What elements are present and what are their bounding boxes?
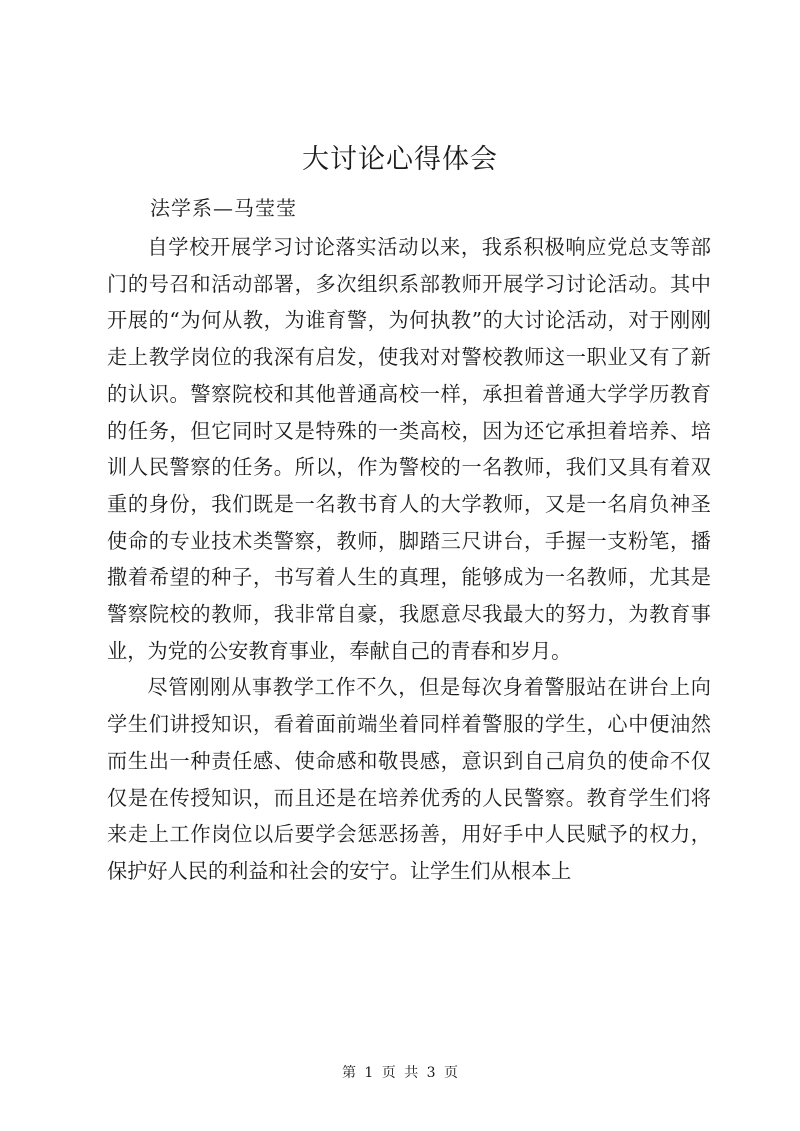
document-body — [107, 229, 711, 890]
page-number-footer: 第 1 页 共 3 页 — [341, 1065, 459, 1081]
paragraph: 自学校开展学习讨论落实活动以来，我系积极响应党总支等部门的号召和活动部署，多次组织系部教师开展学习讨论活动。其中开展的“为何从教，为谁育警，为何执教”的大讨论活动，对于刚刚走上教学岗位的我深有启发，使我对对警校教师这一职业又有了新的认识。警察院校和其他普通高校一样，承担着普通大学学历教育的任务，但它同时又是特殊的一类高校，因为还它承担着培养、培训人民警察的任务。所以，作为警校的一名教师，我们又具有着双重的身份，我们既是一名教书育人的大学教师，又是一名肩负神圣使命的专业技术类警察，教师，脚踏三尺讲台，手握一支粉笔，播撒着希望的种子，书写着人生的真理，能够成为一名教师，尤其是警察院校的教师，我非常自豪，我愿意尽我最大的努力，为教育事业，为党的公安教育事业，奉献自己的青春和岁月。 — [107, 235, 711, 663]
document-title: 大讨论心得体会 — [302, 144, 498, 175]
paragraph: 尽管刚刚从事教学工作不久，但是每次身着警服站在讲台上向学生们讲授知识，看着面前端坐着同样着警服的学生，心中便油然而生出一种责任感、使命感和敬畏感，意识到自己肩负的使命不仅仅是在传授知识，而且还是在培养优秀的人民警察。教育学生们将来走上工作岗位以后要学会惩恶扬善，用好手中人民赋予的权力，保护好人民的利益和社会的安宁。让学生们从根本上 — [107, 675, 711, 883]
author-line: 法学系—马莹莹 — [150, 196, 297, 220]
